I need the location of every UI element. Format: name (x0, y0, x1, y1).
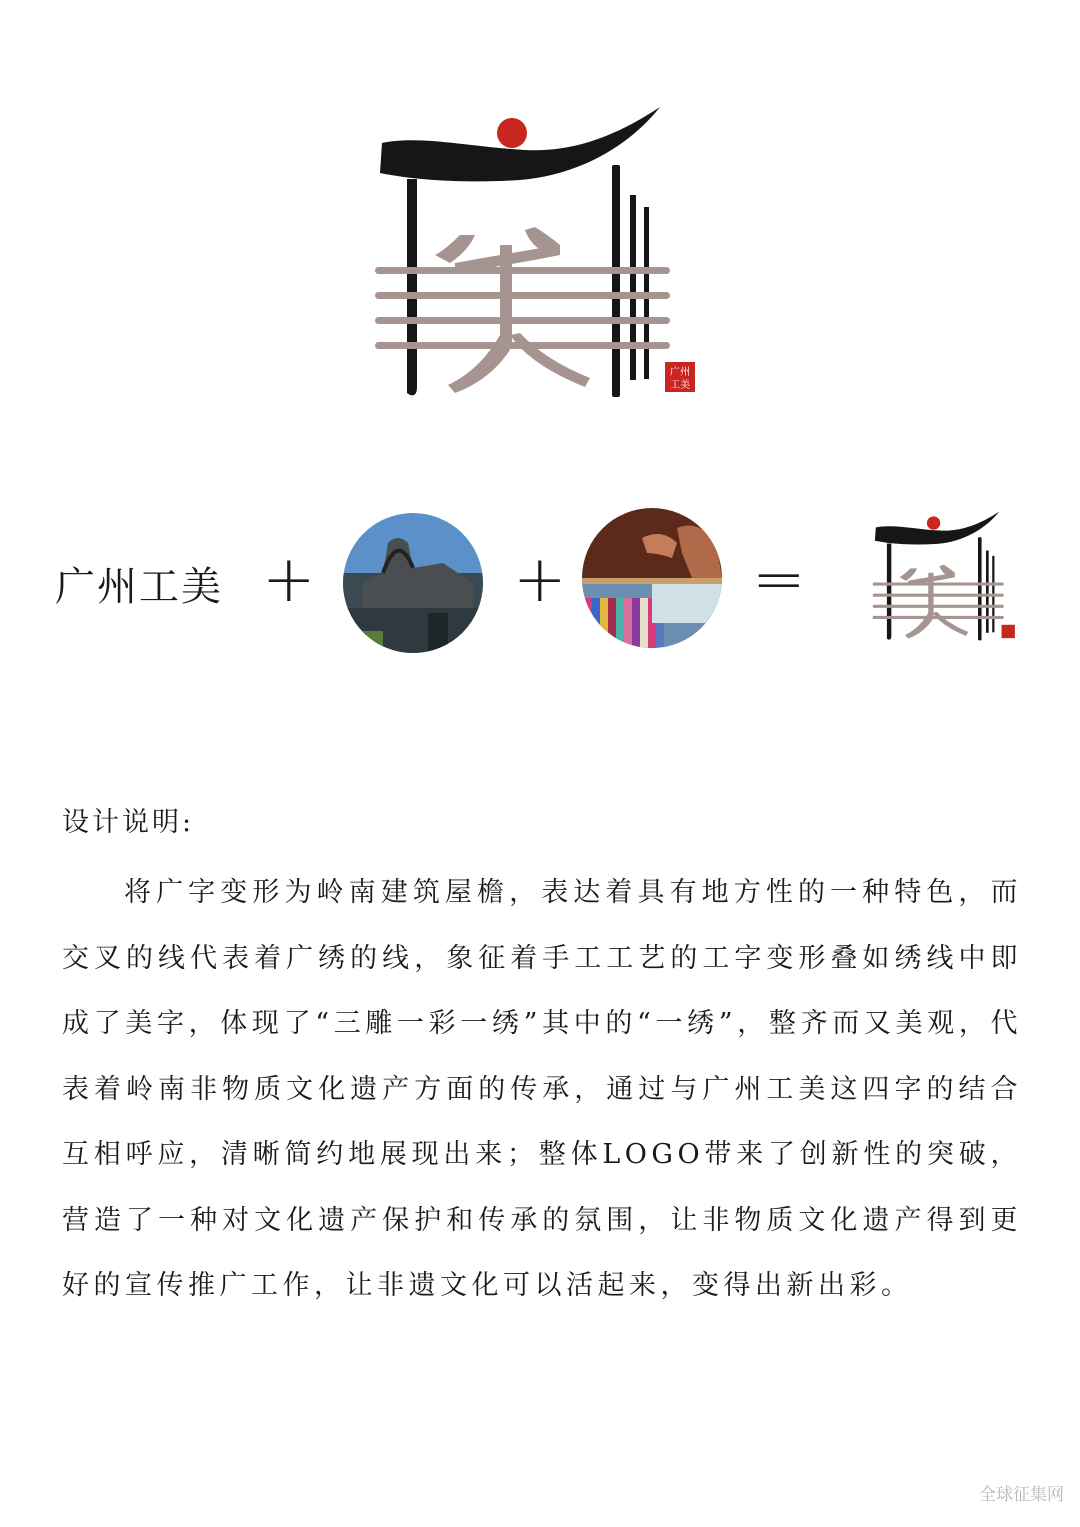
guangzhou-gongmei-logo (360, 95, 720, 405)
description-title: 设计说明: (62, 807, 195, 838)
equation-text: 广州工美 (55, 564, 223, 610)
embroidery-photo (582, 508, 722, 648)
description-body: 将广字变形为岭南建筑屋檐，表达着具有地方性的一种特色，而交叉的线代表着广绣的线，象征着手工工艺的工字变形叠如绣线中即成了美字，体现了“三雕一彩一绣”其中的“一绣”，整齐而又美观，代表着岭南非物质文化遗产方面的传承，通过与广州工美这四字的结合互相呼应，清晰简约地展现出来；整体LOGO带来了创新性的突破，营造了一种对文化遗产保护和传承的氛围，让非物质文化遗产得到更好的宣传推广工作，让非遗文化可以活起来，变得出新出彩。 (62, 877, 1022, 1301)
lingnan-architecture-photo (343, 513, 483, 653)
logo-result-small (866, 506, 1026, 644)
svg-text:工美: 工美 (670, 380, 690, 391)
equals-sign: = (752, 543, 806, 617)
svg-text:广州: 广州 (670, 367, 690, 378)
watermark: 全球征集网 (979, 1485, 1064, 1505)
plus-sign-1: + (262, 543, 316, 617)
plus-sign-2: + (513, 543, 567, 617)
